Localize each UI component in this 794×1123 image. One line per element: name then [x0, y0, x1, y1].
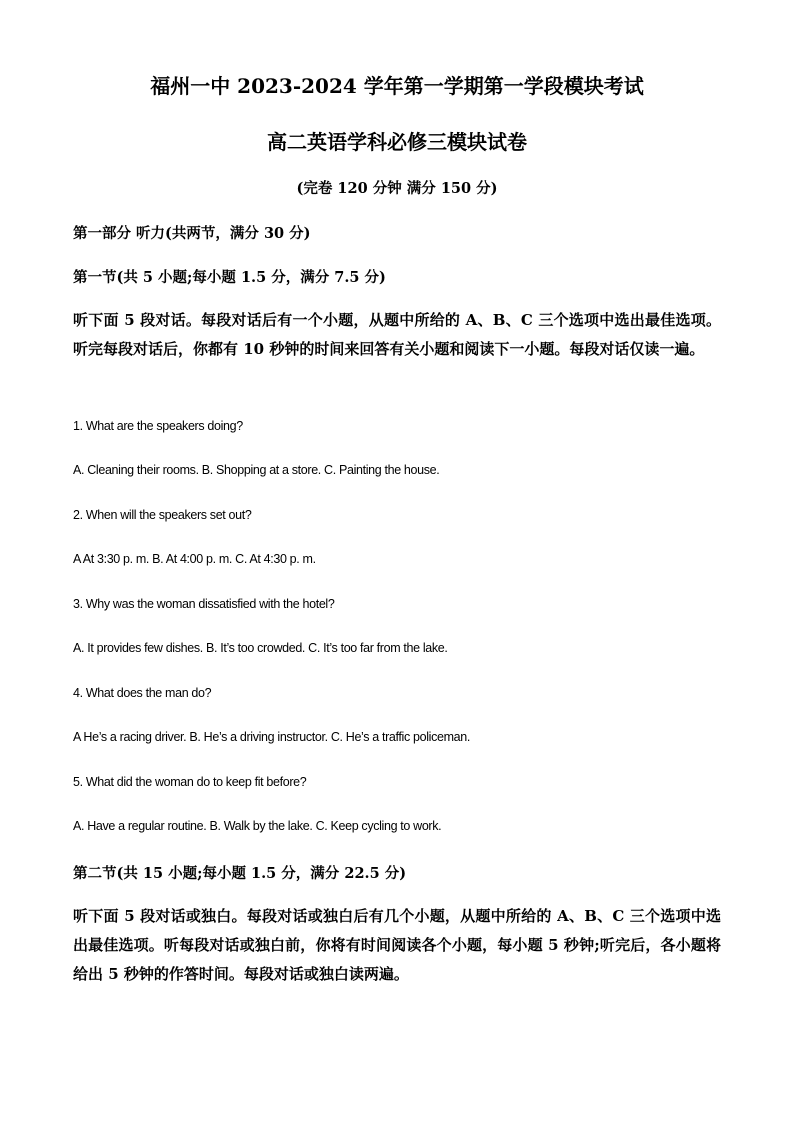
question-2-options: A At 3:30 p. m. B. At 4:00 p. m. C. At 4:30 p. m.: [73, 552, 316, 566]
section2-heading: 第二节(共 15 小题;每小题 1.5 分，满分 22.5 分): [73, 865, 407, 882]
question-4: 4. What does the man do?: [73, 686, 212, 700]
question-1-options: A. Cleaning their rooms. B. Shopping at a store. C. Painting the house.: [73, 463, 440, 477]
question-3: 3. Why was the woman dissatisfied with the hotel?: [73, 597, 335, 611]
section1-instructions: 听下面 5 段对话。每段对话后有一个小题，从题中所给的 A、B、C 三个选项中选出最佳选项。听完每段对话后，你都有 10 秒钟的时间来回答有关小题和阅读下一小题。每段对话仅读一遍。: [73, 311, 721, 358]
question-5-options: A. Have a regular routine. B. Walk by the lake. C. Keep cycling to work.: [73, 819, 442, 833]
question-3-options: A. It provides few dishes. B. It’s too crowded. C. It’s too far from the lake.: [73, 641, 448, 655]
exam-subtitle: 高二英语学科必修三模块试卷: [267, 130, 527, 154]
section2-instructions: 听下面 5 段对话或独白。每段对话或独白后有几个小题，从题中所给的 A、B、C 三个选项中选出最佳选项。听每段对话或独白前，你将有时间阅读各个小题，每小题 5 秒钟;听完后，各小题将给出 5 秒钟的作答时间。每段对话或独白读两遍。: [73, 907, 721, 983]
question-1: 1. What are the speakers doing?: [73, 419, 243, 433]
question-2: 2. When will the speakers set out?: [73, 508, 252, 522]
part1-heading: 第一部分 听力(共两节，满分 30 分): [73, 225, 311, 242]
exam-title: 福州一中 2023-2024 学年第一学期第一学段模块考试: [150, 74, 644, 98]
exam-time-info: (完卷 120 分钟 满分 150 分): [296, 180, 498, 197]
question-5: 5. What did the woman do to keep fit before?: [73, 775, 307, 789]
section1-heading: 第一节(共 5 小题;每小题 1.5 分，满分 7.5 分): [73, 269, 386, 286]
question-4-options: A He’s a racing driver. B. He’s a driving instructor. C. He’s a traffic policeman.: [73, 730, 470, 744]
